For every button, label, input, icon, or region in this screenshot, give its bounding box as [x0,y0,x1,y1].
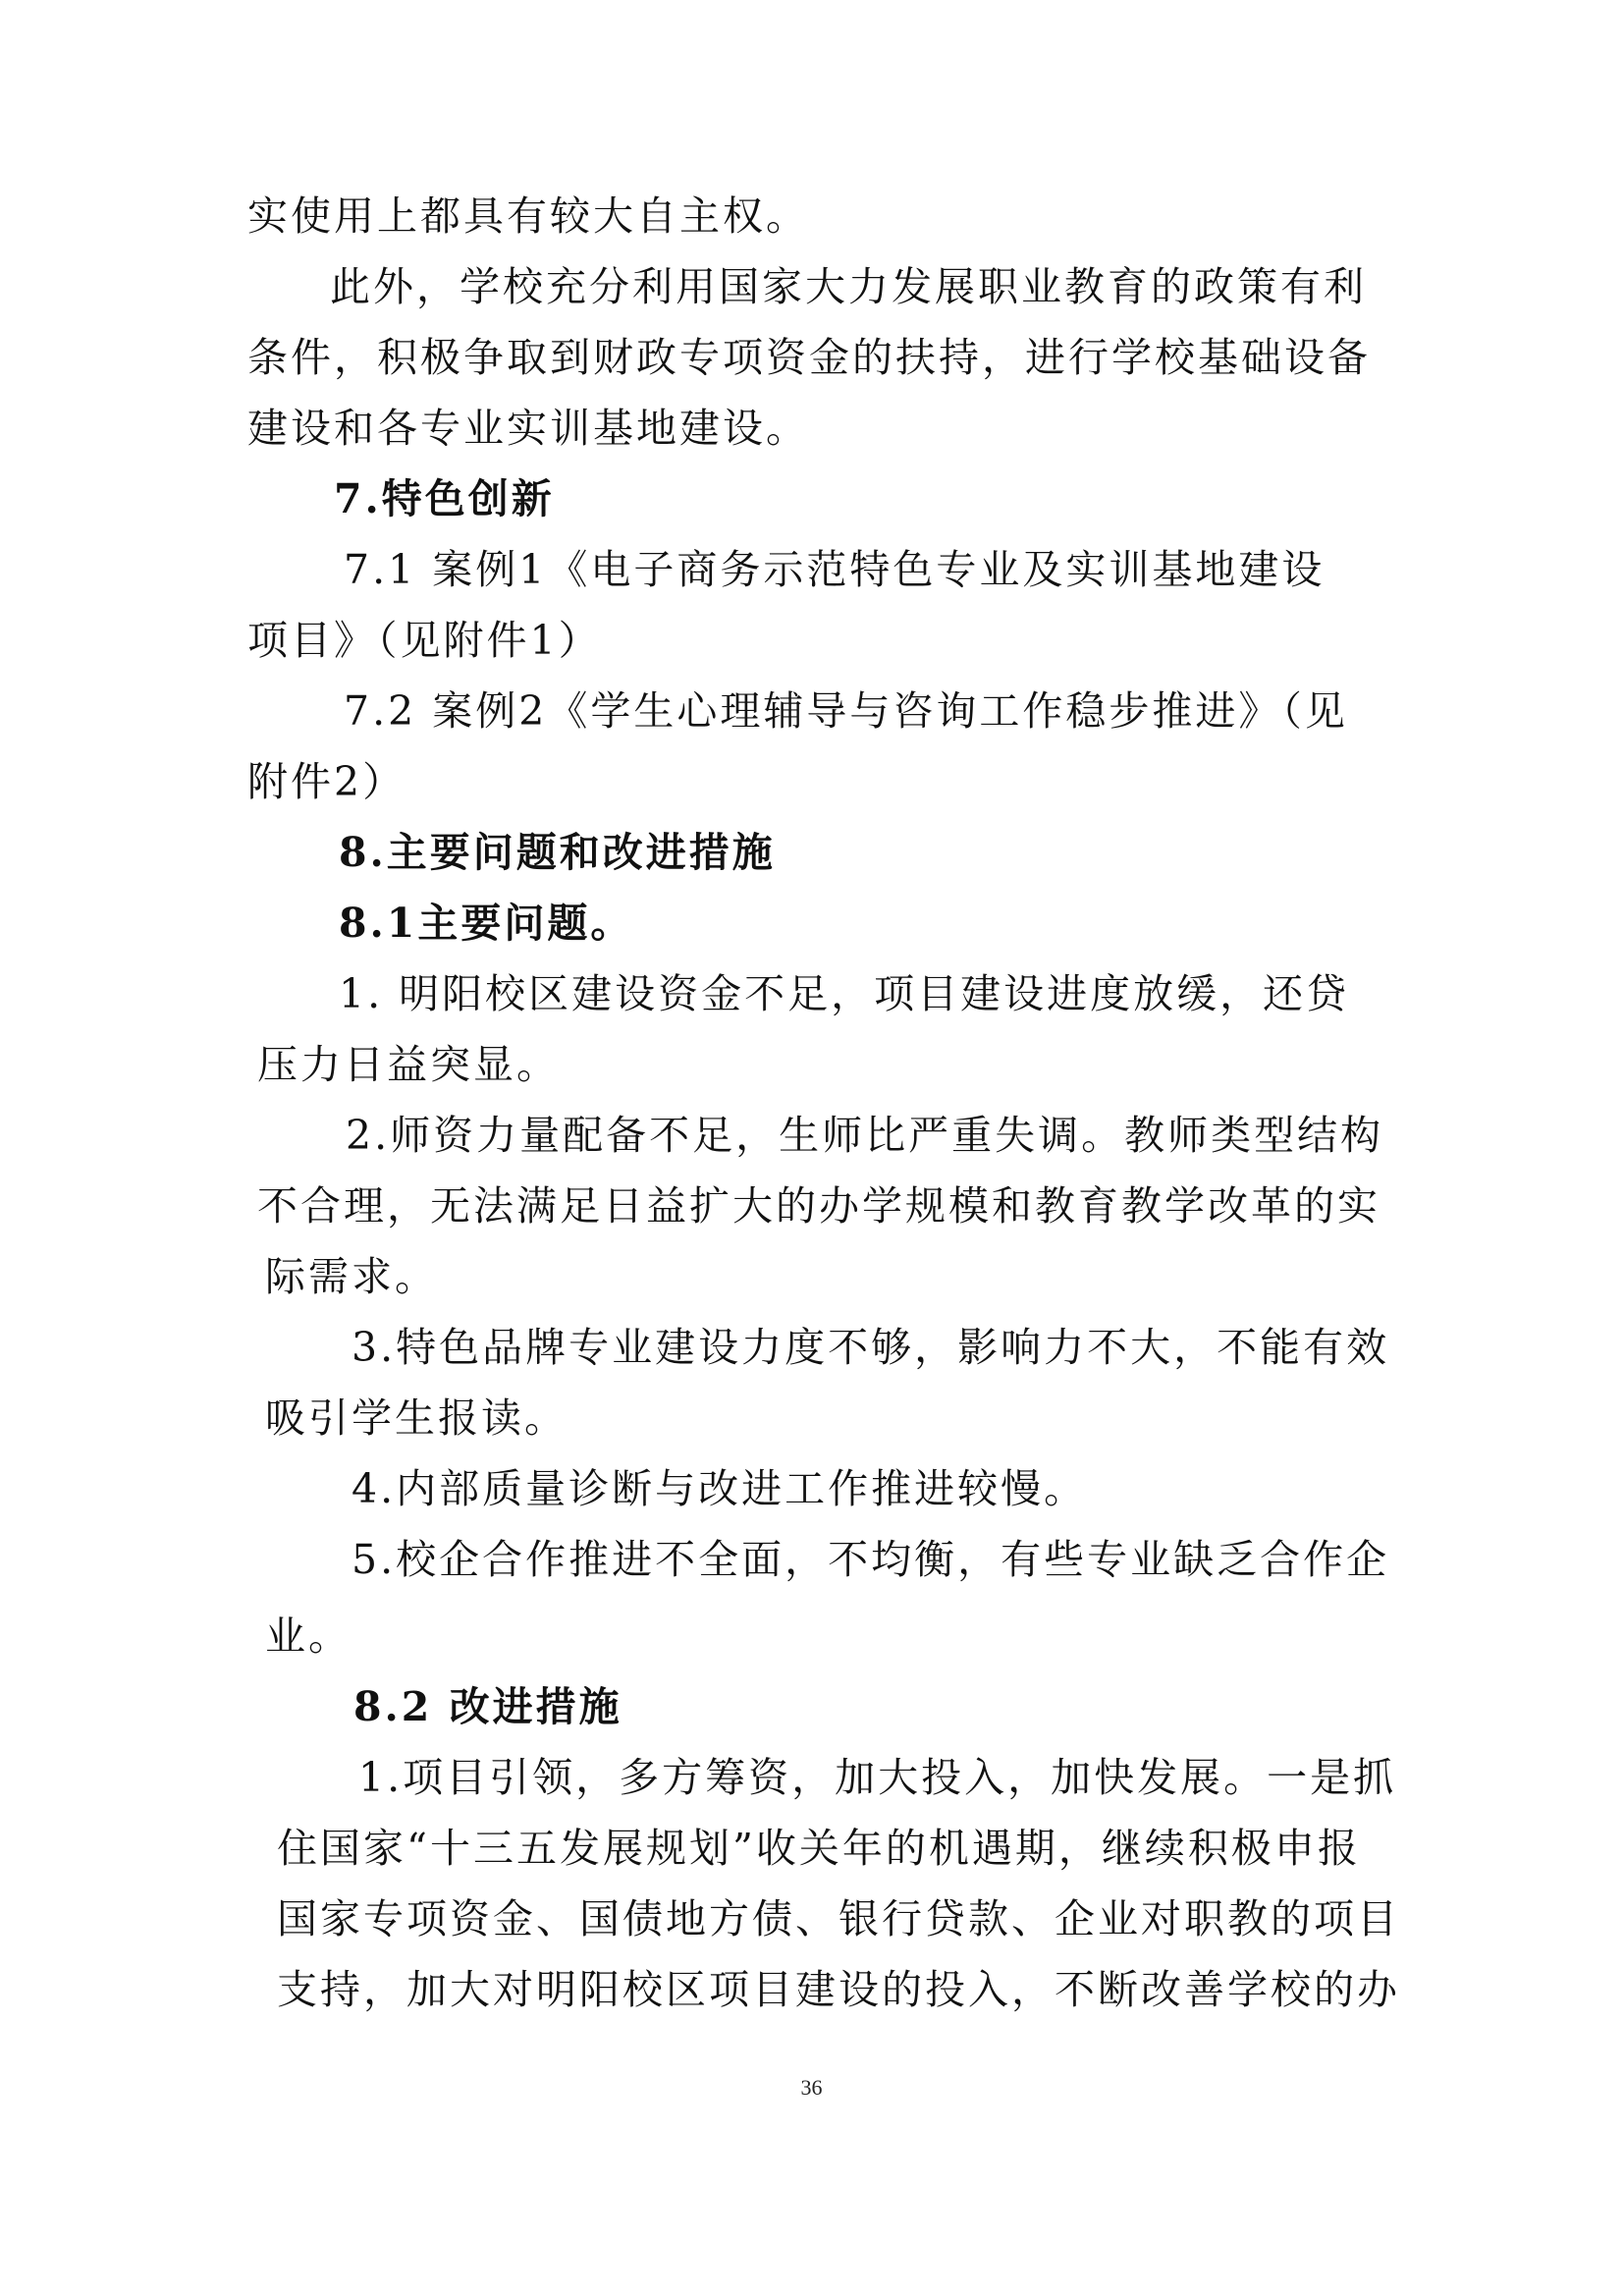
text-line: 5.校企合作推进不全面，不均衡，有些专业缺乏合作企 [352,1536,1390,1583]
text-line: 3.特色品牌专业建设力度不够，影响力不大，不能有效 [352,1324,1390,1371]
text-line: 不合理，无法满足日益扩大的办学规模和教育教学改革的实 [257,1182,1380,1230]
text-line: 际需求。 [265,1253,438,1300]
text-line: 1.项目引领，多方筹资，加大投入，加快发展。一是抓 [358,1754,1397,1801]
page-number: 36 [800,2075,823,2100]
text-line: 条件，积极争取到财政专项资金的扶持，进行学校基础设备 [247,334,1371,381]
text-line: 住国家“十三五发展规划”收关年的机遇期，继续积极申报 [277,1825,1361,1872]
text-line: 压力日益突显。 [257,1041,560,1088]
text-line: 实使用上都具有较大自主权。 [247,192,809,240]
subsection-heading: 8.1主要问题。 [339,900,634,947]
text-line: 此外，学校充分利用国家大力发展职业教育的政策有利 [330,263,1367,310]
text-line: 7.2 案例2《学生心理辅导与咨询工作稳步推进》（见 [344,687,1348,735]
text-line: 7.1 案例1《电子商务示范特色专业及实训基地建设 [344,546,1325,593]
text-line: 4.内部质量诊断与改进工作推进较慢。 [352,1465,1088,1512]
text-line: 2.师资力量配备不足，生师比严重失调。教师类型结构 [346,1112,1384,1159]
text-line: 支持，加大对明阳校区项目建设的投入，不断改善学校的办 [277,1966,1400,2013]
section-heading: 8.主要问题和改进措施 [339,829,776,876]
text-line: 吸引学生报读。 [265,1394,568,1442]
text-line: 附件2） [247,758,406,805]
subsection-heading: 8.2 改进措施 [353,1683,622,1730]
text-line: 业。 [265,1613,352,1660]
section-heading: 7.特色创新 [334,475,555,522]
text-line: 建设和各专业实训基地建设。 [247,405,809,452]
text-line: 项目》（见附件1） [247,617,602,664]
text-line: 1. 明阳校区建设资金不足，项目建设进度放缓，还贷 [339,970,1350,1017]
text-line: 国家专项资金、国债地方债、银行贷款、企业对职教的项目 [277,1895,1400,1942]
